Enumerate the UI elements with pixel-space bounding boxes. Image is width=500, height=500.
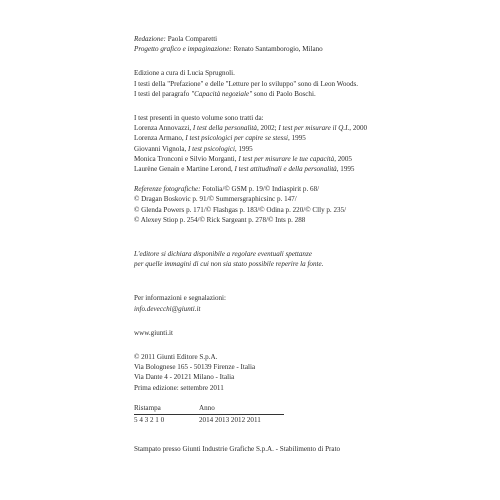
edition-paragraph-quote: "Capacità negoziale"	[191, 89, 253, 98]
source-year: , 1995	[288, 134, 306, 143]
reprint-header-ristampa: Ristampa	[134, 403, 199, 415]
progetto-label: Progetto grafico e impaginazione:	[134, 45, 232, 54]
source-item	[134, 144, 464, 154]
printer-credit: Stampato presso Giunti Industrie Grafiche S.p.A. - Stabilimento di Prato	[134, 445, 341, 454]
editorial-line	[134, 34, 464, 44]
source-title: I test psicologici	[188, 144, 235, 153]
edition-paragraph-post: sono di Paolo Boschi.	[252, 89, 316, 98]
redazione-label: Redazione:	[134, 35, 166, 43]
photo-refs-line-1	[134, 184, 464, 194]
sources-list	[134, 123, 464, 174]
redazione-value: Paola Comparetti	[165, 35, 218, 43]
contact-email-link[interactable]: info.devecchi@giunti.it	[134, 304, 201, 313]
edition-curator: Edizione a cura di Lucia Sprugnoli.	[134, 69, 235, 78]
contact-label: Per informazioni e segnalazioni:	[134, 294, 226, 303]
photo-refs-line-3: © Glenda Powers p. 171/© Flashgas p. 183/© Odina p. 220/© Clly p. 235/	[134, 205, 347, 214]
source-title: I test psicologici per capire se stessi	[185, 134, 289, 143]
source-authors: Monica Tronconi e Silvio Morganti,	[134, 154, 239, 163]
source-authors: Lorenza Annovazzi,	[134, 124, 193, 133]
sources-intro: I test presenti in questo volume sono tratti da:	[134, 114, 264, 123]
source-year: , 1995	[234, 144, 253, 153]
address-firenze: Via Bolognese 165 - 50139 Firenze - Italia	[134, 363, 256, 372]
reprint-anno-value: 2014 2013 2012 2011	[199, 416, 261, 425]
design-line	[134, 44, 464, 54]
source-authors: Laurène Genain e Martine Lerond,	[134, 165, 235, 174]
edition-paragraph-pre: I testi del paragrafo	[134, 89, 192, 98]
source-title: I test per misurare le tue capacità	[238, 154, 335, 163]
source-item	[134, 123, 464, 133]
disclaimer-line-1: L'editore si dichiara disponibile a regolare eventuali spettanze	[134, 250, 312, 259]
disclaimer-line-2: per quelle immagini di cui non sia stato possibile reperire la fonte.	[134, 260, 324, 269]
address-milano: Via Dante 4 - 20121 Milano - Italia	[134, 373, 235, 382]
photo-refs-text-1: Fotolia/© GSM p. 19/© Indiaspirit p. 68/	[200, 185, 320, 194]
source-year: , 1995	[336, 165, 355, 174]
source-title: I test attitudinali e della personalità	[234, 165, 337, 174]
source-year: , 2002;	[256, 124, 279, 133]
reprint-header-anno: Anno	[199, 403, 284, 415]
edition-paragraph-credit	[134, 89, 464, 99]
first-edition: Prima edizione: settembre 2011	[134, 383, 224, 392]
progetto-value: Renato Santamborogio, Milano	[231, 45, 323, 54]
source-item	[134, 154, 464, 164]
reprint-ristampa-value: 5 4 3 2 1 0	[134, 416, 165, 425]
reprint-table	[134, 403, 284, 426]
photo-refs-line-4: © Alexey Stiop p. 254/© Rick Sargeant p. 278/© Ints p. 288	[134, 215, 306, 224]
website-link[interactable]: www.giunti.it	[134, 328, 173, 337]
source-title-2: I test per misurare il Q.I.	[278, 124, 350, 133]
source-authors: Lorenza Armano,	[134, 134, 186, 143]
source-year: , 2005	[334, 154, 352, 163]
source-title: I test della personalità	[192, 124, 257, 133]
source-item	[134, 133, 464, 143]
colophon-page	[134, 34, 464, 454]
source-item	[134, 164, 464, 174]
source-year-2: , 2000	[349, 124, 368, 133]
edition-texts-credit: I testi della "Prefazione" e delle "Letture per lo sviluppo" sono di Leon Woods.	[134, 79, 359, 88]
photo-refs-label: Referenze fotografiche:	[134, 185, 201, 194]
copyright: © 2011 Giunti Editore S.p.A.	[134, 353, 218, 362]
photo-refs-line-2: © Dragan Boskovic p. 91/© Summersgraphicsinc p. 147/	[134, 195, 297, 204]
source-authors: Giovanni Vignola,	[134, 144, 189, 153]
